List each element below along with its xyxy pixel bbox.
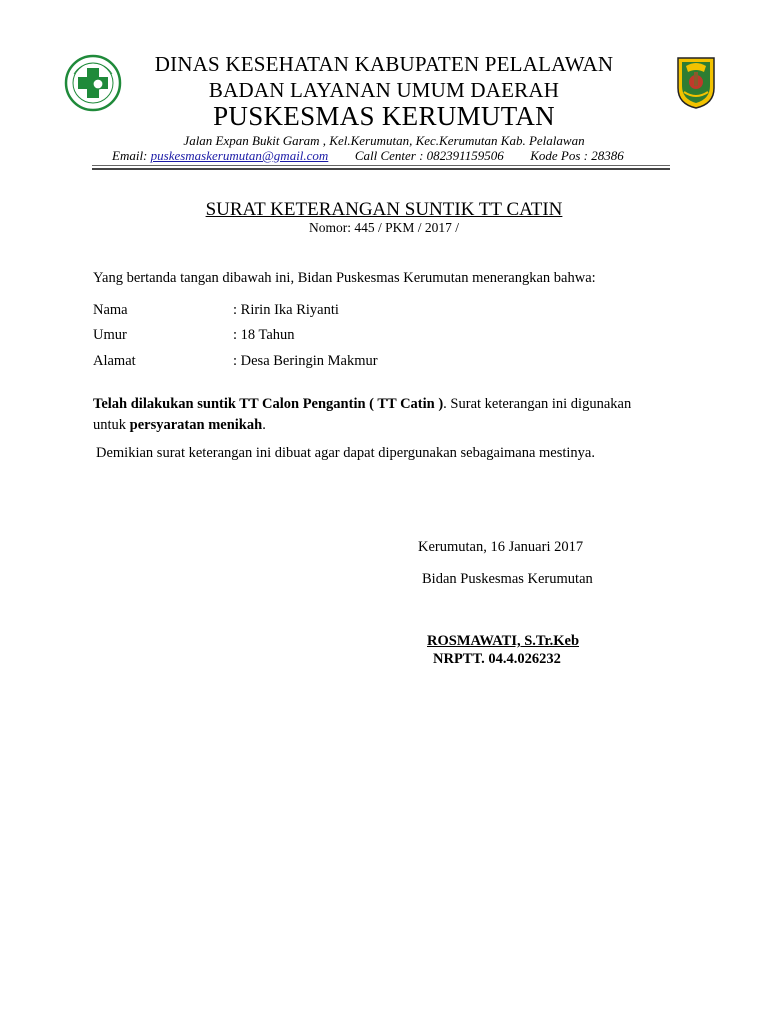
regency-emblem-icon (674, 52, 718, 110)
field-value: : 18 Tahun (233, 327, 295, 343)
field-value: : Ririn Ika Riyanti (233, 302, 339, 318)
statement-paragraph (93, 394, 693, 436)
closing-text: Demikian surat keterangan ini dibuat agar dapat dipergunakan sebagaimana mestinya. (96, 445, 595, 461)
field-row-nama (93, 302, 339, 319)
statement-plain-2: untuk (93, 417, 130, 433)
call-center: Call Center : 082391159506 (354, 148, 504, 163)
signature-name: ROSMAWATI, S.Tr.Keb (427, 633, 580, 649)
document-number: Nomor: 445 / PKM / 2017 / (308, 220, 459, 235)
field-label: Nama (93, 302, 128, 318)
header-rule-bottom (92, 168, 670, 170)
field-row-alamat (93, 353, 378, 370)
document-title: SURAT KETERANGAN SUNTIK TT CATIN (205, 199, 563, 220)
header-line-1: DINAS KESEHATAN KABUPATEN PELALAWAN (154, 52, 614, 76)
email-label: Email: (112, 148, 148, 163)
statement-bold-2: persyaratan menikah (129, 417, 263, 433)
header-rule-top (92, 165, 670, 166)
statement-plain-1: . Surat keterangan ini digunakan (443, 396, 632, 412)
field-value: : Desa Beringin Makmur (233, 353, 378, 369)
place-date: Kerumutan, 16 Januari 2017 (418, 539, 584, 555)
header-contact-line (112, 148, 672, 164)
intro-text: Yang bertanda tangan dibawah ini, Bidan Puskesmas Kerumutan menerangkan bahwa: (93, 270, 596, 286)
signature-role: Bidan Puskesmas Kerumutan (422, 571, 593, 587)
postal-code: Kode Pos : 28386 (530, 148, 624, 163)
field-label: Umur (93, 327, 127, 343)
statement-end: . (262, 417, 266, 433)
header-address: Jalan Expan Bukit Garam , Kel.Kerumutan, Kec.Kerumutan Kab. Pelalawan (183, 133, 585, 148)
header-line-3: PUSKESMAS KERUMUTAN (213, 101, 555, 131)
signature-nrptt: NRPTT. 04.4.026232 (433, 651, 561, 667)
header-line-2: BADAN LAYANAN UMUM DAERAH (208, 78, 560, 102)
email-link[interactable]: puskesmaskerumutan@gmail.com (150, 148, 329, 163)
statement-bold-1: Telah dilakukan suntik TT Calon Pengantin ( TT Catin ) (93, 396, 444, 412)
field-label: Alamat (93, 353, 136, 369)
field-row-umur (93, 327, 295, 344)
